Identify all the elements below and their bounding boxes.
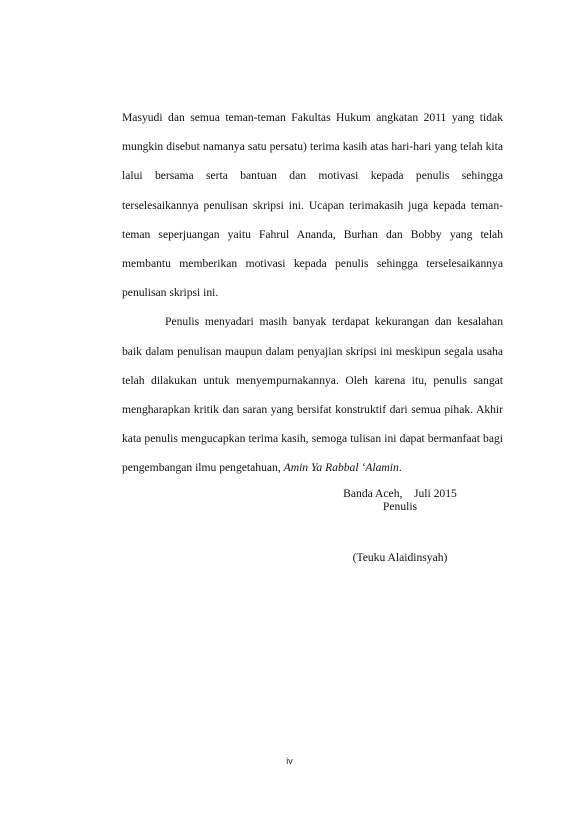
body-text: [122, 103, 503, 483]
signature-role: Penulis: [382, 500, 418, 513]
paragraph-2-text: Penulis menyadari masih banyak terdapat kekurangan dan kesalahan baik dalam penulisan maupun dalam penyajian skripsi ini meskipun segala usaha telah dilakukan untuk menyempurnakannya. Oleh karena itu, penulis sangat mengharapkan kritik dan saran yang bersifat konstruktif dari semua pihak. Akhir kata penulis mengucapkan terima kasih, semoga tulisan ini dapat bermanfaat bagi pengembangan ilmu pengetahuan,: [122, 315, 503, 475]
paragraph-1: Masyudi dan semua teman-teman Fakultas Hukum angkatan 2011 yang tidak mungkin disebut namanya satu persatu) terima kasih atas hari-hari yang telah kita lalui bersama serta bantuan dan motivasi kepada penulis sehingga terselesaikannya penulisan skripsi ini. Ucapan terimakasih juga kepada teman-teman seperjuangan yaitu Fahrul Ananda, Burhan dan Bobby yang telah membantu memberikan motivasi kepada penulis sehingga terselesaikannya penulisan skripsi ini.: [122, 111, 503, 300]
paragraph-2: [122, 307, 503, 482]
closing-phrase: Amin Ya Rabbal ‘Alamin: [283, 461, 399, 475]
paragraph-2-end: .: [398, 461, 402, 475]
signature-name: (Teuku Alaidinsyah): [352, 551, 448, 564]
signature-place-date: Banda Aceh, Juli 2015: [343, 487, 457, 500]
page-number: iv: [286, 756, 293, 766]
